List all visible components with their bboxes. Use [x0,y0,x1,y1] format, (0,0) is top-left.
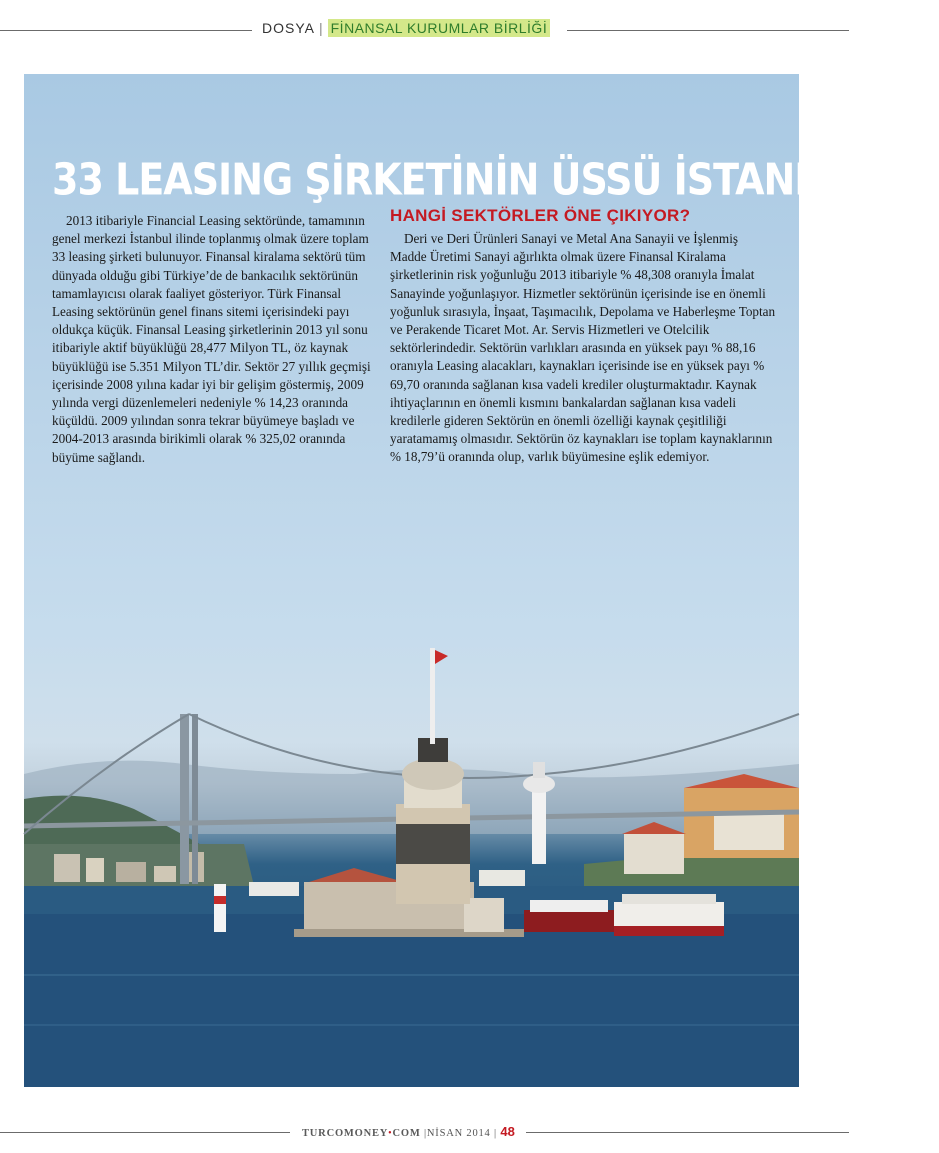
article-panel [24,74,939,1087]
footer-rule-right [526,1132,849,1133]
article-subheading: HANGİ SEKTÖRLER ÖNE ÇIKIYOR? [390,206,691,225]
article-title: 33 LEASING ŞİRKETİNİN ÜSSÜ İSTANBUL’DA [52,154,939,205]
footer-issue: NİSAN 2014 [426,1128,491,1139]
footer-rule-left [0,1132,290,1133]
article-right-column [390,230,776,467]
footer-site-tld: COM [392,1128,421,1139]
footer-separator: | [423,1128,427,1139]
footer-site-name: TURCOMONEY [302,1128,389,1139]
header-topic: FİNANSAL KURUMLAR BİRLİĞİ [328,19,551,37]
page-header [0,18,849,44]
footer-site-dot: • [388,1128,393,1139]
right-column-text: Deri ve Deri Ürünleri Sanayi ve Metal Ana Sanayii ve İşlenmiş Madde Üretimi Sanayi ağırlıkta olmak üzere Finansal Kiralama şirketlerinin risk yoğunluğu 2013 itibariyle % 48,308 oranıyla İmalat Sanayinde yoğunlaşıyor. Hizmetler sektörünün içerisinde ise en önemli yoğunluk sırasıyla, İnşaat, Taşımacılık, Depolama ve Haberleşme Toptan ve Perakende Ticaret Mot. Ar. Servis Hizmetleri ve Otelcilik sektörlerindedir. Sektörün varlıkları arasında en yüksek payı % 88,16 oranıyla Leasing alacakları, kaynakları içerisinde ise en yüksek payı % 69,70 oranında sağlanan kısa vadeli krediler oluşturmaktadır. Kaynak ihtiyaçlarının en önemli kısmını bankalardan sağlanan kısa vadeli kredilerle gideren Sektörün en önemli özelliği kaynak çeşitliliği yaratamamış olmasıdır. Sektörün öz kaynakları ise toplam kaynaklarının % 18,79’ü oranında olup, varlık büyümesine eşlik edemiyor. [390,231,776,465]
page-number: 48 [500,1124,515,1139]
footer-label [302,1124,522,1142]
header-section: DOSYA [262,20,315,36]
page-footer [0,1122,849,1142]
header-label [262,20,562,42]
header-separator: | [318,20,324,36]
footer-separator-2: | [494,1128,497,1139]
article-left-column [52,212,372,467]
header-rule-right [567,30,849,31]
left-column-text: 2013 itibariyle Financial Leasing sektöründe, tamamının genel merkezi İstanbul ilinde toplanmış olmak üzere toplam 33 leasing şirketi bulunuyor. Finansal kiralama sektörü tüm dünyada olduğu gibi Türkiye’de de bankacılık sektörünün tamamlayıcısı olarak faaliyet gösteriyor. Türk Finansal Leasing sektörünün genel finans sitemi içerisindeki payı oldukça küçük. Finansal Leasing şirketlerinin 2013 yıl sonu itibariyle aktif büyüklüğü 28,477 Milyon TL, öz kaynak büyüklüğü ise 5.351 Milyon TL’dir. Sektör 27 yıllık geçmişi içerisinde 2008 yılına kadar iyi bir gelişim göstermiş, 2009 yılında vergi düzenlemeleri nedeniyle % 14,23 oranında küçüldü. 2009 yılından sonra tekrar büyümeye başladı ve 2004-2013 arasında birikimli olarak % 325,02 oranında büyüme sağlandı. [52,213,371,465]
header-rule-left [0,30,252,31]
